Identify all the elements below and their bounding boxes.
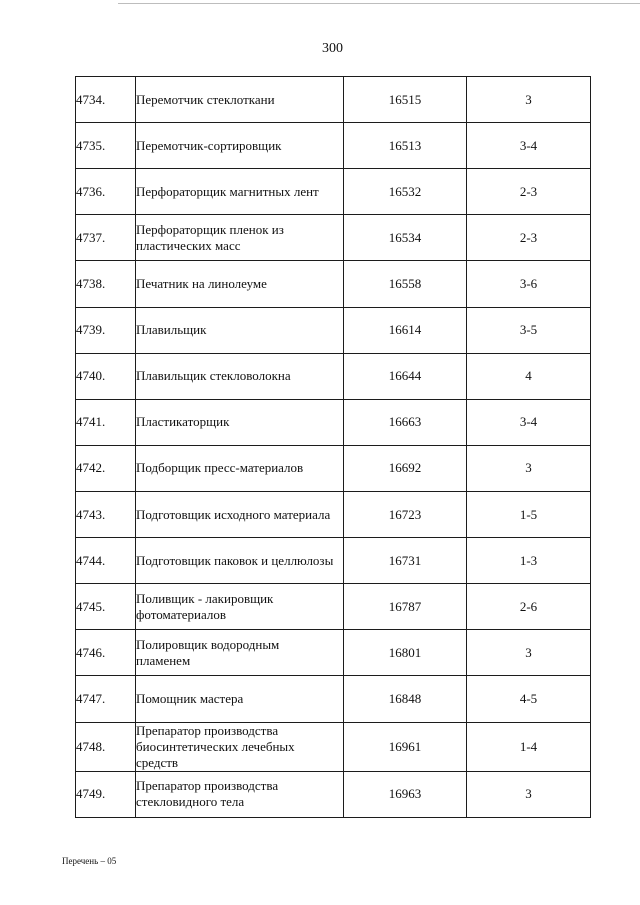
grade-cell: 3 <box>467 445 591 491</box>
document-footer: Перечень – 05 <box>62 856 117 866</box>
grade-cell: 4-5 <box>467 676 591 722</box>
code-cell: 16614 <box>344 307 467 353</box>
table-row <box>76 77 591 123</box>
grade-cell: 3-4 <box>467 123 591 169</box>
grade-cell: 3 <box>467 630 591 676</box>
table-row <box>76 771 591 817</box>
grade-cell: 3-6 <box>467 261 591 307</box>
grade-cell: 2-6 <box>467 584 591 630</box>
row-number-cell: 4745. <box>76 584 136 630</box>
grade-cell: 3 <box>467 77 591 123</box>
grade-cell: 3 <box>467 771 591 817</box>
profession-name-cell: Перемотчик-сортировщик <box>136 123 344 169</box>
row-number-cell: 4741. <box>76 399 136 445</box>
table-row <box>76 123 591 169</box>
row-number-cell: 4747. <box>76 676 136 722</box>
code-cell: 16961 <box>344 722 467 771</box>
row-number-cell: 4748. <box>76 722 136 771</box>
row-number-cell: 4735. <box>76 123 136 169</box>
profession-name-cell: Препаратор производства биосинтетических лечебных средств <box>136 722 344 771</box>
grade-cell: 1-3 <box>467 538 591 584</box>
grade-cell: 2-3 <box>467 215 591 261</box>
code-cell: 16513 <box>344 123 467 169</box>
grade-cell: 1-5 <box>467 491 591 537</box>
code-cell: 16644 <box>344 353 467 399</box>
profession-name-cell: Подготовщик паковок и целлюлозы <box>136 538 344 584</box>
profession-name-cell: Перфораторщик пленок из пластических масс <box>136 215 344 261</box>
row-number-cell: 4737. <box>76 215 136 261</box>
table-row <box>76 630 591 676</box>
table-row <box>76 538 591 584</box>
profession-name-cell: Помощник мастера <box>136 676 344 722</box>
row-number-cell: 4746. <box>76 630 136 676</box>
code-cell: 16723 <box>344 491 467 537</box>
table-row <box>76 722 591 771</box>
table-row <box>76 215 591 261</box>
profession-name-cell: Пластикаторщик <box>136 399 344 445</box>
table-row <box>76 307 591 353</box>
grade-cell: 4 <box>467 353 591 399</box>
code-cell: 16532 <box>344 169 467 215</box>
profession-name-cell: Полировщик водородным пламенем <box>136 630 344 676</box>
table-row <box>76 676 591 722</box>
row-number-cell: 4736. <box>76 169 136 215</box>
grade-cell: 3-4 <box>467 399 591 445</box>
scan-edge-line <box>118 3 640 4</box>
table-row <box>76 261 591 307</box>
code-cell: 16515 <box>344 77 467 123</box>
row-number-cell: 4740. <box>76 353 136 399</box>
code-cell: 16558 <box>344 261 467 307</box>
code-cell: 16801 <box>344 630 467 676</box>
row-number-cell: 4749. <box>76 771 136 817</box>
table-row <box>76 584 591 630</box>
row-number-cell: 4743. <box>76 491 136 537</box>
code-cell: 16787 <box>344 584 467 630</box>
code-cell: 16663 <box>344 399 467 445</box>
code-cell: 16692 <box>344 445 467 491</box>
row-number-cell: 4738. <box>76 261 136 307</box>
grade-cell: 2-3 <box>467 169 591 215</box>
profession-name-cell: Препаратор производства стекловидного тела <box>136 771 344 817</box>
code-cell: 16731 <box>344 538 467 584</box>
professions-table <box>75 76 591 818</box>
table-row <box>76 491 591 537</box>
profession-name-cell: Поливщик - лакировщик фотоматериалов <box>136 584 344 630</box>
grade-cell: 3-5 <box>467 307 591 353</box>
profession-name-cell: Плавильщик <box>136 307 344 353</box>
profession-name-cell: Перфораторщик магнитных лент <box>136 169 344 215</box>
profession-name-cell: Перемотчик стеклоткани <box>136 77 344 123</box>
row-number-cell: 4734. <box>76 77 136 123</box>
table-row <box>76 353 591 399</box>
row-number-cell: 4742. <box>76 445 136 491</box>
table-row <box>76 169 591 215</box>
row-number-cell: 4744. <box>76 538 136 584</box>
profession-name-cell: Подборщик пресс-материалов <box>136 445 344 491</box>
page-number: 300 <box>322 41 343 56</box>
grade-cell: 1-4 <box>467 722 591 771</box>
profession-name-cell: Плавильщик стекловолокна <box>136 353 344 399</box>
code-cell: 16848 <box>344 676 467 722</box>
profession-name-cell: Подготовщик исходного материала <box>136 491 344 537</box>
table-row <box>76 399 591 445</box>
profession-name-cell: Печатник на линолеуме <box>136 261 344 307</box>
row-number-cell: 4739. <box>76 307 136 353</box>
table-row <box>76 445 591 491</box>
code-cell: 16963 <box>344 771 467 817</box>
code-cell: 16534 <box>344 215 467 261</box>
